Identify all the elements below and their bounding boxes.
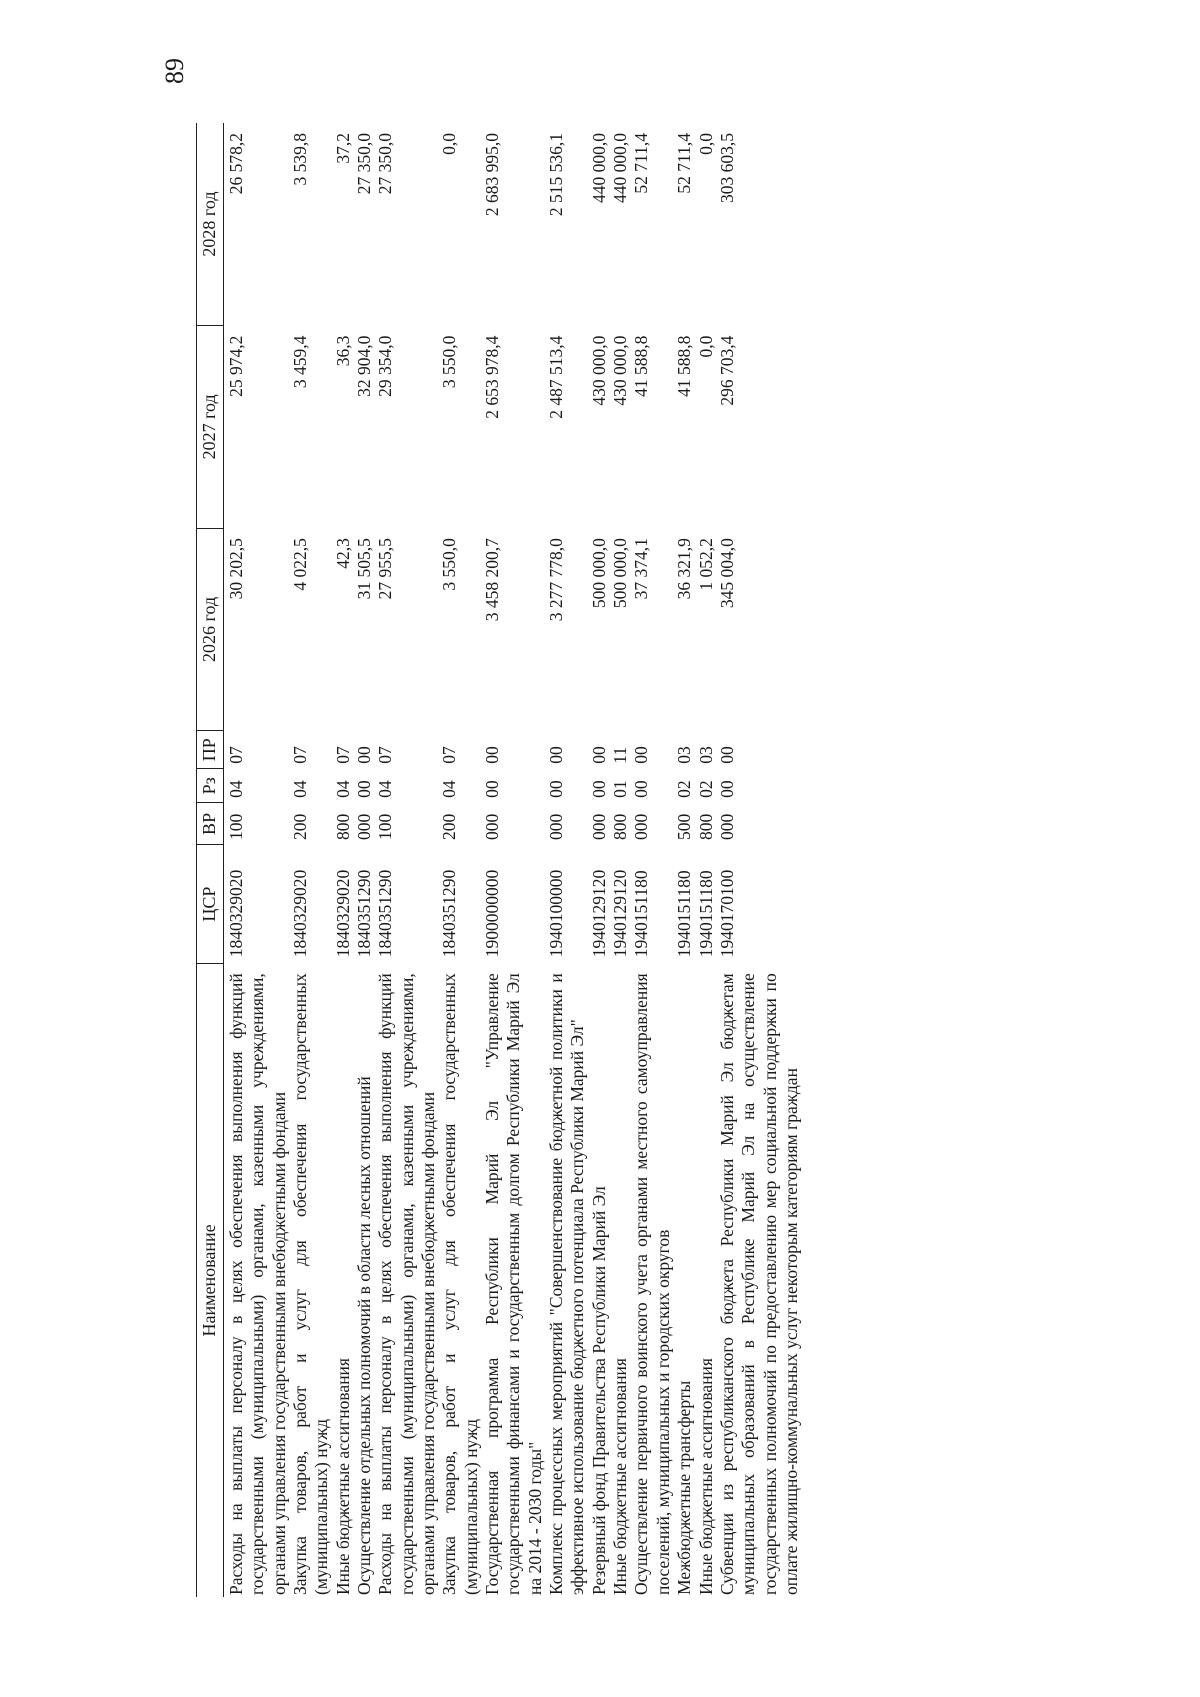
- row-2028: 440 000,0: [610, 133, 631, 203]
- row-pr: 07: [289, 746, 310, 764]
- row-2026: 4 022,5: [289, 538, 310, 591]
- row-pr: 07: [332, 746, 353, 764]
- row-csr: 1840351290: [375, 869, 396, 958]
- row-name: Осуществление отдельных полномочий в области лесных отношений: [354, 1076, 375, 1595]
- row-csr: 1840329020: [225, 869, 246, 958]
- table-row: [375, 123, 439, 1597]
- header-2027: 2027 год: [197, 326, 224, 529]
- row-vr: 200: [289, 813, 310, 840]
- row-name: Иные бюджетные ассигнования: [695, 1358, 716, 1595]
- row-2026: 3 458 200,7: [482, 538, 503, 622]
- row-vr: 500: [674, 813, 695, 840]
- row-2026: 3 550,0: [439, 538, 460, 591]
- row-2028: 52 711,4: [631, 133, 652, 194]
- row-vr: 000: [482, 813, 503, 840]
- row-name: Субвенции из республиканского бюджета Республики Марий Эл бюджетам муниципальных образований в Республике Марий Эл на осуществление государственных полномочий по предоставлению мер социальной поддержки по оплате жилищно-коммунальных услуг некоторым категориям граждан: [716, 973, 801, 1595]
- table-row: [696, 123, 717, 1597]
- row-csr: 1840351290: [439, 869, 460, 958]
- row-2026: 37 374,1: [631, 538, 652, 600]
- table-row: [674, 123, 695, 1597]
- budget-table: [196, 123, 802, 1597]
- row-csr: 1940129120: [610, 869, 631, 958]
- row-pr: 07: [225, 746, 246, 764]
- row-rz: 00: [631, 780, 652, 798]
- row-vr: 000: [588, 813, 609, 840]
- table-row: [439, 123, 482, 1597]
- header-2028: 2028 год: [197, 123, 224, 326]
- header-name: Наименование: [197, 963, 224, 1597]
- table-row: [631, 123, 674, 1597]
- row-2027: 2 487 513,4: [546, 335, 567, 419]
- row-2028: 27 350,0: [354, 133, 375, 195]
- table-header-row: [197, 123, 224, 1597]
- row-csr: 1840329020: [332, 869, 353, 958]
- row-rz: 00: [482, 780, 503, 798]
- row-rz: 04: [332, 780, 353, 798]
- row-2027: 41 588,8: [674, 335, 695, 397]
- row-csr: 1940100000: [546, 869, 567, 958]
- row-rz: 00: [546, 780, 567, 798]
- row-2027: 430 000,0: [588, 335, 609, 406]
- row-rz: 02: [674, 780, 695, 798]
- row-pr: 11: [610, 746, 631, 764]
- row-pr: 03: [674, 746, 695, 764]
- row-2027: 0,0: [695, 335, 716, 358]
- row-pr: 00: [354, 746, 375, 764]
- row-csr: 1940151180: [674, 870, 695, 958]
- row-rz: 04: [375, 780, 396, 798]
- row-csr: 1940151180: [695, 870, 716, 958]
- header-rz: Рз: [197, 769, 224, 803]
- table-row: [482, 123, 546, 1597]
- row-pr: 07: [375, 746, 396, 764]
- row-name: Межбюджетные трансферты: [674, 1380, 695, 1595]
- row-2028: 440 000,0: [588, 133, 609, 203]
- row-name: Иные бюджетные ассигнования: [332, 1358, 353, 1595]
- row-2026: 36 321,9: [674, 538, 695, 600]
- row-vr: 000: [546, 813, 567, 840]
- row-2027: 430 000,0: [610, 335, 631, 406]
- row-2026: 500 000,0: [588, 538, 609, 609]
- row-2027: 32 904,0: [354, 335, 375, 397]
- table-row: [610, 123, 631, 1597]
- row-name: Комплекс процессных мероприятий "Совершенствование бюджетной политики и эффективное использование бюджетного потенциала Республики Марий Эл": [546, 973, 588, 1595]
- row-2028: 52 711,4: [674, 133, 695, 194]
- row-pr: 00: [482, 746, 503, 764]
- row-2026: 3 277 778,0: [546, 538, 567, 622]
- row-rz: 04: [439, 780, 460, 798]
- row-rz: 00: [354, 780, 375, 798]
- row-2028: 26 578,2: [225, 133, 246, 195]
- row-rz: 04: [225, 780, 246, 798]
- row-csr: 1900000000: [482, 869, 503, 958]
- budget-page: [160, 30, 970, 1607]
- row-name: Иные бюджетные ассигнования: [610, 1358, 631, 1595]
- row-2028: 2 515 536,1: [546, 133, 567, 217]
- row-2027: 3 459,4: [289, 335, 310, 389]
- row-vr: 000: [716, 813, 737, 840]
- row-pr: 03: [695, 746, 716, 764]
- row-2026: 345 004,0: [716, 538, 737, 609]
- row-vr: 800: [695, 813, 716, 840]
- header-vr: ВР: [197, 803, 224, 845]
- row-vr: 100: [375, 813, 396, 840]
- row-2028: 0,0: [439, 133, 460, 155]
- row-pr: 00: [546, 746, 567, 764]
- row-2028: 3 539,8: [289, 133, 310, 186]
- row-csr: 1940170100: [716, 869, 737, 958]
- header-2026: 2026 год: [197, 528, 224, 731]
- row-name: Закупка товаров, работ и услуг для обеспечения государственных (муниципальных) нужд: [439, 973, 481, 1595]
- row-2026: 31 505,5: [354, 538, 375, 600]
- row-2027: 2 653 978,4: [482, 335, 503, 419]
- row-2026: 42,3: [332, 538, 353, 569]
- row-csr: 1840329020: [289, 869, 310, 958]
- header-pr: ПР: [197, 731, 224, 769]
- table-row: [223, 123, 290, 1597]
- row-csr: 1840351290: [354, 869, 375, 958]
- table-row: [333, 123, 354, 1597]
- row-csr: 1940151180: [631, 870, 652, 958]
- page-number: 89: [160, 58, 189, 84]
- row-vr: 800: [332, 813, 353, 840]
- row-name: Резервный фонд Правительства Республики Марий Эл: [588, 1186, 609, 1595]
- row-vr: 200: [439, 813, 460, 840]
- row-rz: 01: [610, 780, 631, 798]
- row-name: Расходы на выплаты персоналу в целях обеспечения выполнения функций государственными (муниципальными) органами, казенными учреждениями, органами управления государственными внебюджетными фондами: [375, 973, 439, 1595]
- row-pr: 00: [588, 746, 609, 764]
- row-pr: 07: [439, 746, 460, 764]
- row-2027: 296 703,4: [716, 335, 737, 406]
- row-rz: 04: [289, 780, 310, 798]
- row-2027: 36,3: [332, 335, 353, 367]
- table-row: [290, 123, 333, 1597]
- row-vr: 000: [354, 813, 375, 840]
- table-row: [589, 123, 610, 1597]
- row-pr: 00: [631, 746, 652, 764]
- row-2027: 29 354,0: [375, 335, 396, 397]
- row-2027: 3 550,0: [439, 335, 460, 389]
- row-rz: 00: [588, 780, 609, 798]
- header-csr: ЦСР: [197, 845, 224, 963]
- row-2027: 25 974,2: [225, 335, 246, 397]
- row-name: Осуществление первичного воинского учета органами местного самоуправления поселений, муниципальных и городских округов: [631, 973, 673, 1595]
- row-2026: 30 202,5: [225, 538, 246, 600]
- row-vr: 100: [225, 813, 246, 840]
- row-2028: 2 683 995,0: [482, 133, 503, 217]
- row-2028: 27 350,0: [375, 133, 396, 195]
- row-rz: 00: [716, 780, 737, 798]
- row-name: Закупка товаров, работ и услуг для обеспечения государственных (муниципальных) нужд: [289, 973, 332, 1595]
- row-2026: 27 955,5: [375, 538, 396, 600]
- row-vr: 800: [610, 813, 631, 840]
- row-2028: 0,0: [695, 133, 716, 155]
- row-csr: 1940129120: [588, 869, 609, 958]
- row-vr: 000: [631, 813, 652, 840]
- row-2027: 41 588,8: [631, 335, 652, 397]
- table-row: [354, 123, 375, 1597]
- table-row: [546, 123, 589, 1597]
- row-2026: 500 000,0: [610, 538, 631, 609]
- row-2026: 1 052,2: [695, 538, 716, 591]
- row-name: Расходы на выплаты персоналу в целях обеспечения выполнения функций государственными (муниципальными) органами, казенными учреждениями, органами управления государственными внебюджетными фондами: [225, 973, 289, 1595]
- row-2028: 37,2: [332, 133, 353, 164]
- row-pr: 00: [716, 746, 737, 764]
- row-name: Государственная программа Республики Марий Эл "Управление государственными финансами и государственным долгом Республики Марий Эл на 2014 - 2030 годы": [482, 973, 545, 1595]
- row-rz: 02: [695, 780, 716, 798]
- row-2028: 303 603,5: [716, 133, 737, 203]
- table-row: [717, 123, 802, 1597]
